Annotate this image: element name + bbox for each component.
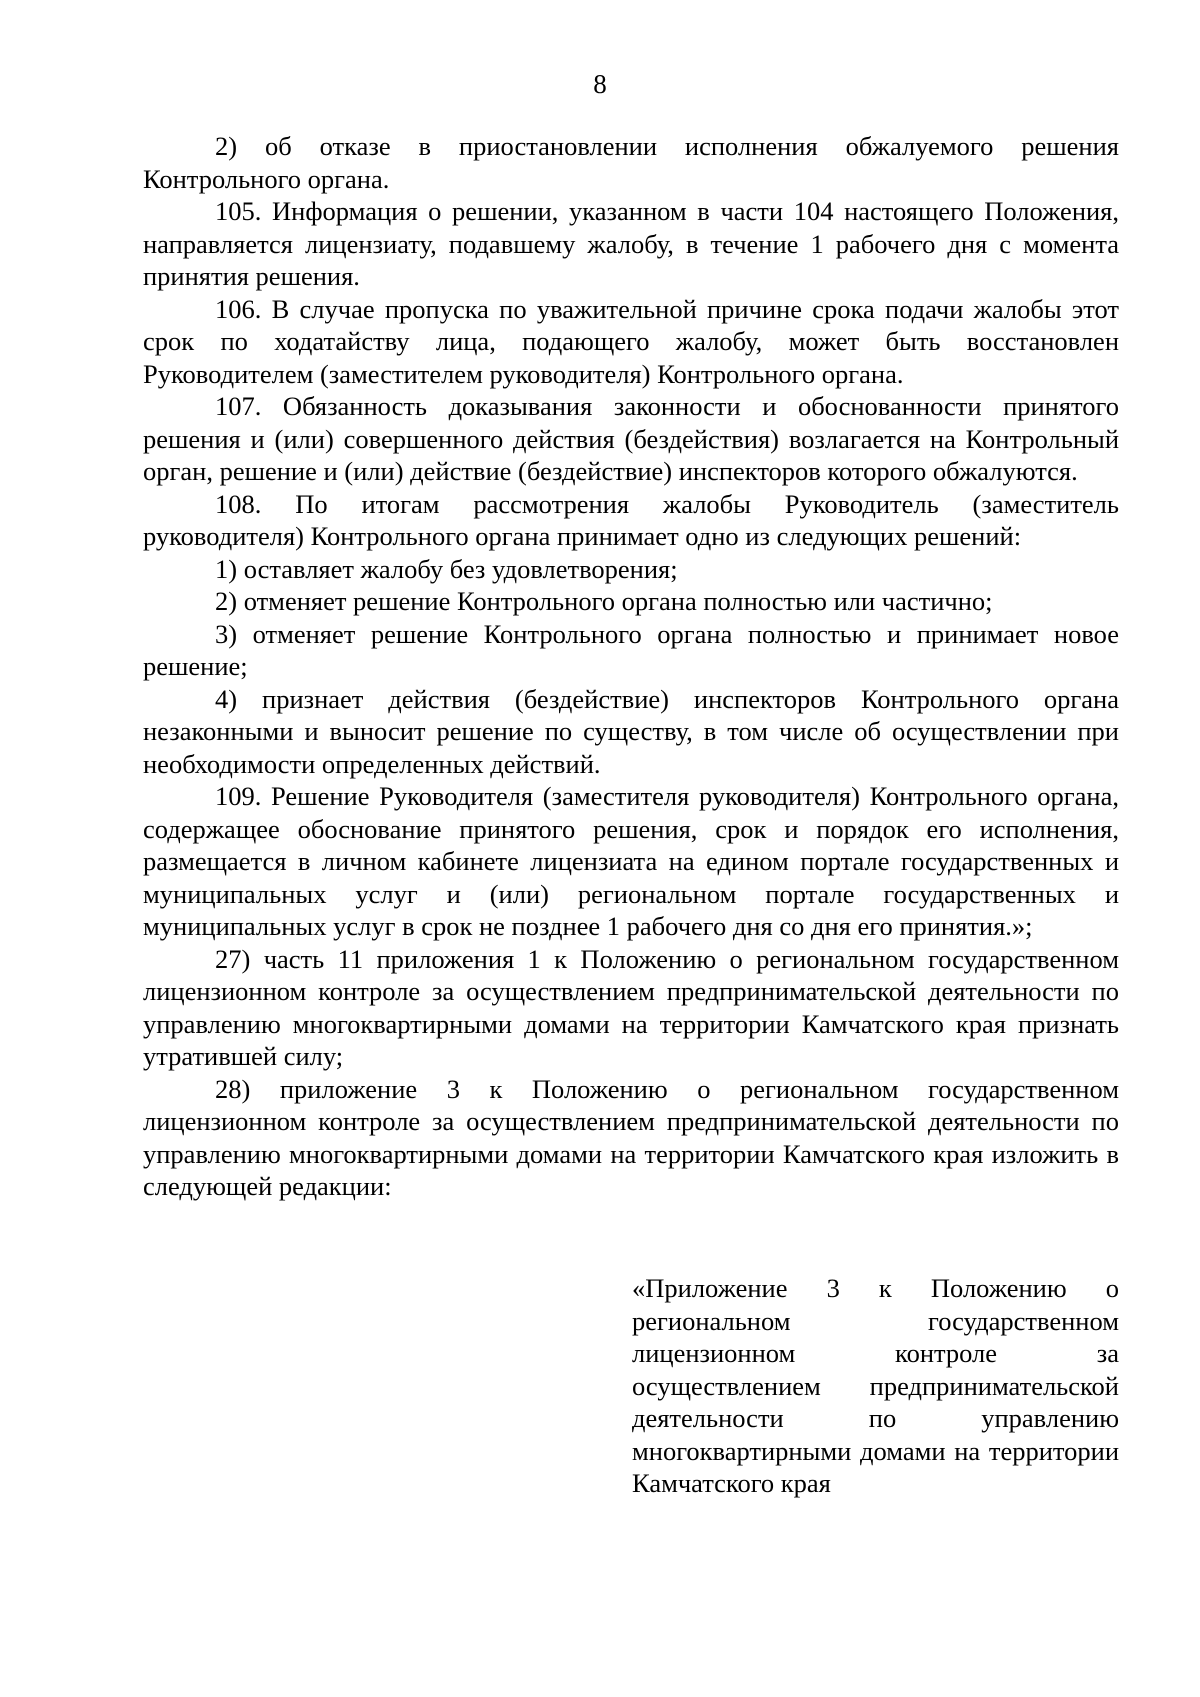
page-number: 8 [593, 69, 607, 99]
paragraph-109: 109. Решение Руководителя (заместителя руководителя) Контрольного органа, содержащее обоснование принятого решения, срок и порядок его исполнения, размещается в личном кабинете лицензиата на едином портале государственных и муниципальных услуг и (или) региональном портале государственных и муниципальных услуг в срок не позднее 1 рабочего дня со дня его принятия.»; [143, 781, 1119, 941]
paragraph-amendment-27: 27) часть 11 приложения 1 к Положению о региональном государственном лицензионном контроле за осуществлением предпринимательской деятельности по управлению многоквартирными домами на территории Камчатского края признать утратившей силу; [143, 943, 1119, 1071]
paragraph-108: 108. По итогам рассмотрения жалобы Руководитель (заместитель руководителя) Контрольного органа принимает одно из следующих решений: [143, 488, 1119, 551]
paragraph-105: 105. Информация о решении, указанном в части 104 настоящего Положения, направляется лицензиату, подавшему жалобу, в течение 1 рабочего дня с момента принятия решения. [143, 196, 1119, 291]
paragraph-108-item-2: 2) отменяет решение Контрольного органа полностью или частично; [215, 586, 993, 616]
paragraph-amendment-28: 28) приложение 3 к Положению о региональном государственном лицензионном контроле за осуществлением предпринимательской деятельности по управлению многоквартирными домами на территории Камчатского края изложить в следующей редакции: [143, 1073, 1119, 1201]
paragraph-108-item-4: 4) признает действия (бездействие) инспекторов Контрольного органа незаконными и выносит решение по существу, в том числе об осуществлении при необходимости определенных действий. [143, 683, 1119, 779]
paragraph-108-item-3: 3) отменяет решение Контрольного органа полностью и принимает новое решение; [143, 618, 1119, 681]
document-body [143, 130, 1119, 1203]
paragraph-107: 107. Обязанность доказывания законности и обоснованности принятого решения и (или) совершенного действия (бездействия) возлагается на Контрольный орган, решение и (или) действие (бездействие) инспекторов которого обжалуются. [143, 391, 1119, 486]
paragraph-108-item-1: 1) оставляет жалобу без удовлетворения; [215, 553, 678, 584]
paragraph-item-2-refusal: 2) об отказе в приостановлении исполнения обжалуемого решения Контрольного органа. [143, 131, 1119, 194]
appendix-heading: «Приложение 3 к Положению о региональном государственном лицензионном контроле за осуществлением предпринимательской деятельности по управлению многоквартирными домами на территории Камчатского края [632, 1273, 1119, 1498]
paragraph-106: 106. В случае пропуска по уважительной причине срока подачи жалобы этот срок по ходатайству лица, подающего жалобу, может быть восстановлен Руководителем (заместителем руководителя) Контрольного органа. [143, 293, 1119, 389]
